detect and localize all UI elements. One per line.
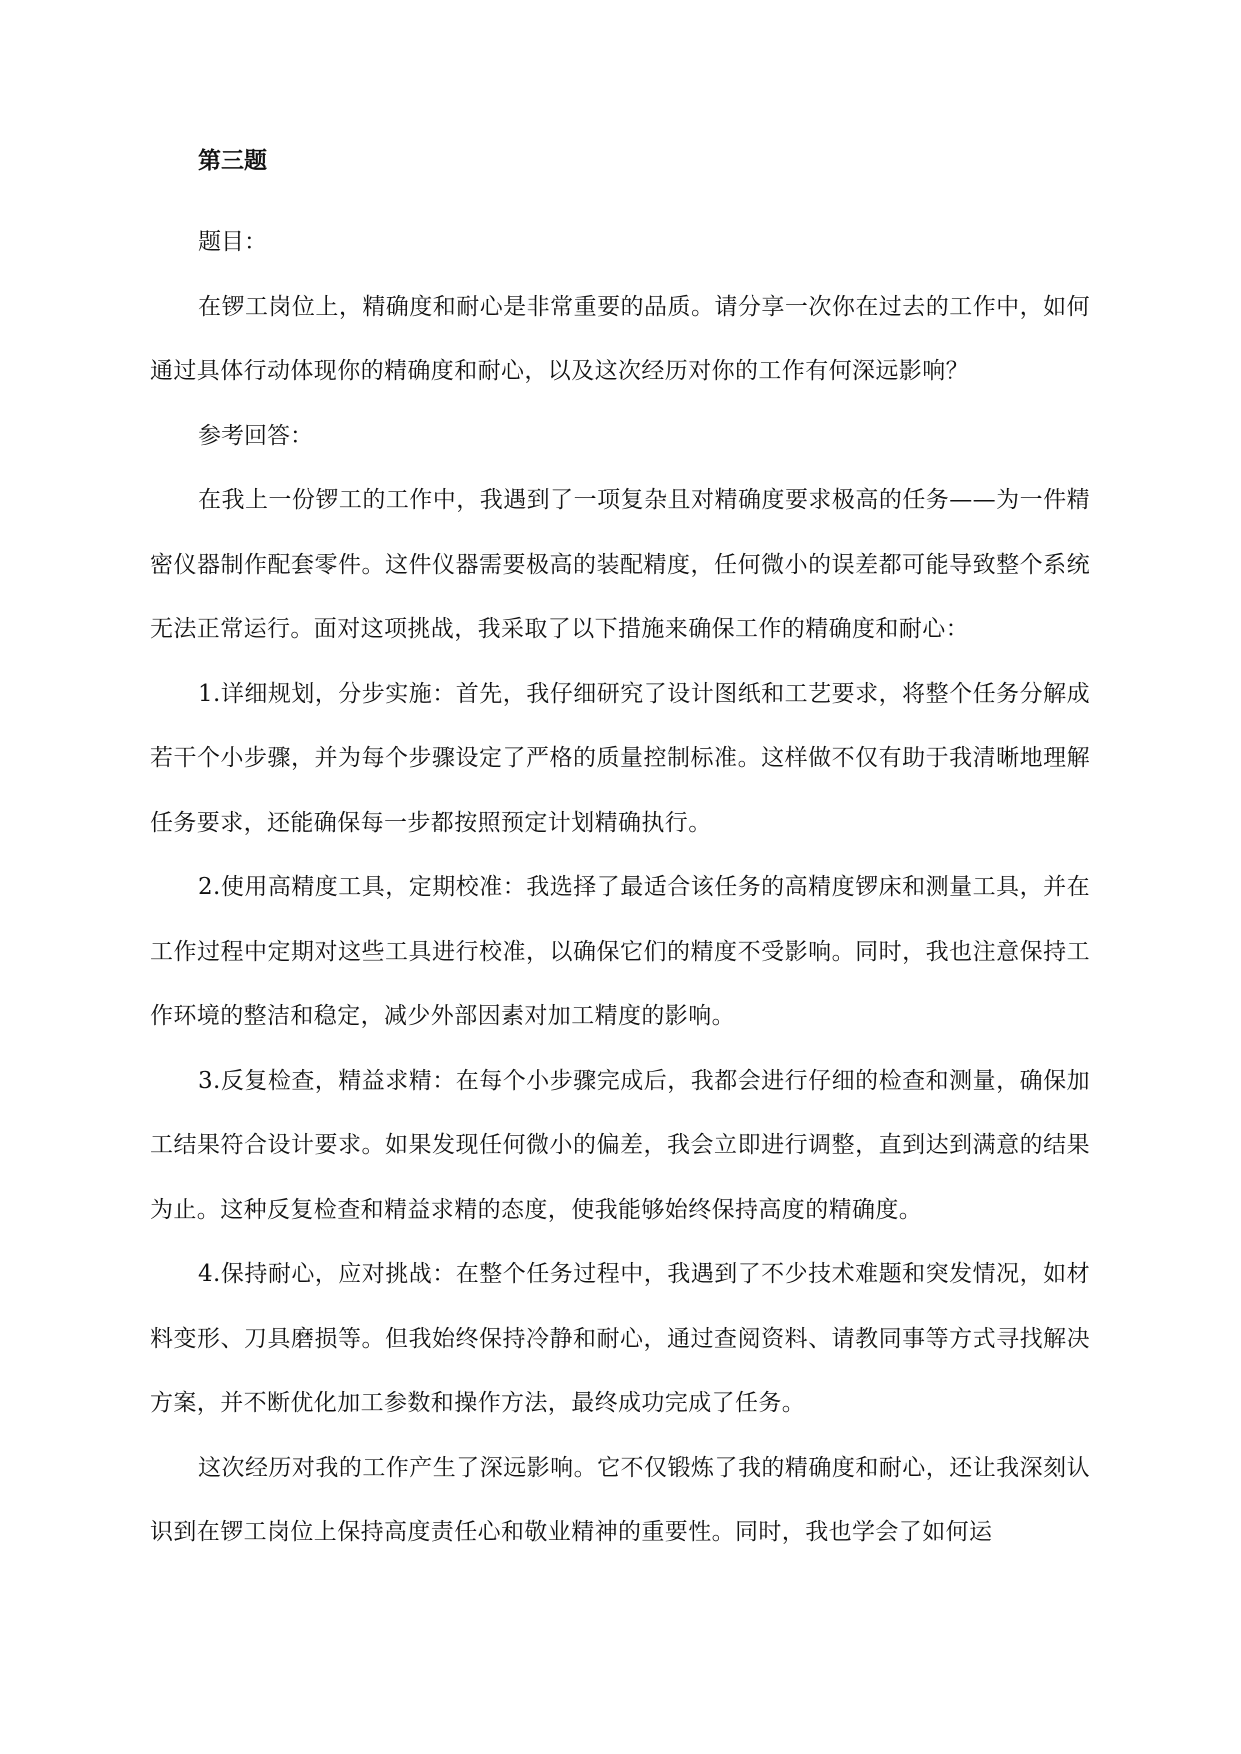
answer-label: 参考回答： (198, 422, 313, 449)
section-heading: 第三题 (198, 148, 267, 174)
answer-conclusion: 这次经历对我的工作产生了深远影响。它不仅锻炼了我的精确度和耐心，还让我深刻认识到在锣工岗位上保持高度责任心和敬业精神的重要性。同时，我也学会了如何运 (150, 1454, 1090, 1545)
question-text: 在锣工岗位上，精确度和耐心是非常重要的品质。请分享一次你在过去的工作中，如何通过具体行动体现你的精确度和耐心，以及这次经历对你的工作有何深远影响？ (150, 293, 1090, 384)
answer-point-3: 3.反复检查，精益求精：在每个小步骤完成后，我都会进行仔细的检查和测量，确保加工结果符合设计要求。如果发现任何微小的偏差，我会立即进行调整，直到达到满意的结果为止。这种反复检查和精益求精的态度，使我能够始终保持高度的精确度。 (150, 1067, 1090, 1223)
question-label: 题目： (198, 229, 267, 255)
answer-point-1: 1.详细规划，分步实施：首先，我仔细研究了设计图纸和工艺要求，将整个任务分解成若干个小步骤，并为每个步骤设定了严格的质量控制标准。这样做不仅有助于我清晰地理解任务要求，还能确保每一步都按照预定计划精确执行。 (150, 680, 1090, 836)
answer-intro: 在我上一份锣工的工作中，我遇到了一项复杂且对精确度要求极高的任务——为一件精密仪器制作配套零件。这件仪器需要极高的装配精度，任何微小的误差都可能导致整个系统无法正常运行。面对这项挑战，我采取了以下措施来确保工作的精确度和耐心： (150, 487, 1090, 642)
document-body (150, 148, 1090, 1565)
answer-point-4: 4.保持耐心，应对挑战：在整个任务过程中，我遇到了不少技术难题和突发情况，如材料变形、刀具磨损等。但我始终保持冷静和耐心，通过查阅资料、请教同事等方式寻找解决方案，并不断优化加工参数和操作方法，最终成功完成了任务。 (150, 1261, 1090, 1416)
answer-point-2: 2.使用高精度工具，定期校准：我选择了最适合该任务的高精度锣床和测量工具，并在工作过程中定期对这些工具进行校准，以确保它们的精度不受影响。同时，我也注意保持工作环境的整洁和稳定，减少外部因素对加工精度的影响。 (150, 874, 1090, 1029)
